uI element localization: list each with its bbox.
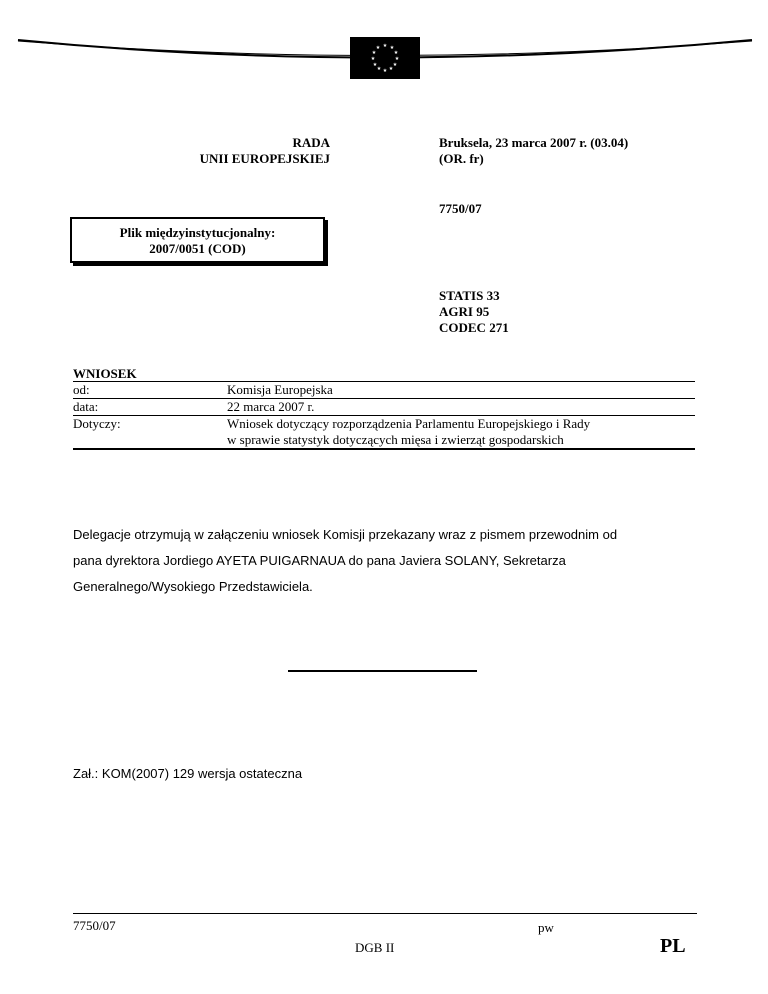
row-label: Dotyczy: <box>73 416 121 431</box>
svg-text:★: ★ <box>371 50 377 56</box>
attachment-note: Zał.: KOM(2007) 129 wersja ostateczna <box>73 766 303 781</box>
footer-doc-number: 7750/07 <box>73 918 116 933</box>
footer-initials: pw <box>538 920 554 935</box>
svg-text:★: ★ <box>370 56 376 62</box>
row-value <box>227 416 695 448</box>
interinstitutional-code: 2007/0051 (COD) <box>149 241 246 256</box>
svg-text:★: ★ <box>382 68 388 74</box>
footer-department: DGB II <box>355 940 395 955</box>
code-item: STATIS 33 <box>439 288 500 303</box>
subject-line2: w sprawie statystyk dotyczących mięsa i zwierząt gospodarskich <box>227 432 564 447</box>
svg-text:★: ★ <box>376 66 382 72</box>
body-paragraph <box>73 522 713 600</box>
interinstitutional-file-box <box>70 217 325 263</box>
row-label: od: <box>73 382 90 397</box>
svg-text:★: ★ <box>393 50 399 56</box>
document-number: 7750/07 <box>439 201 482 216</box>
subject-line1: Wniosek dotyczący rozporządzenia Parlamentu Europejskiego i Rady <box>227 416 591 431</box>
svg-text:★: ★ <box>388 66 394 72</box>
svg-text:★: ★ <box>372 62 378 68</box>
footer-language: PL <box>660 935 686 957</box>
table-row <box>73 398 695 415</box>
council-name <box>150 135 330 167</box>
svg-text:★: ★ <box>389 45 395 51</box>
date-block <box>439 135 628 167</box>
svg-text:★: ★ <box>382 43 388 49</box>
proposal-title: WNIOSEK <box>73 366 137 381</box>
row-value: 22 marca 2007 r. <box>227 399 315 414</box>
svg-text:★: ★ <box>375 45 381 51</box>
row-value: Komisja Europejska <box>227 382 333 397</box>
body-line: Generalnego/Wysokiego Przedstawiciela. <box>73 579 313 594</box>
interinstitutional-label: Plik międzyinstytucjonalny: <box>119 225 276 240</box>
code-item: CODEC 271 <box>439 320 509 335</box>
date-line: Bruksela, 23 marca 2007 r. (03.04) <box>439 135 629 150</box>
row-label: data: <box>73 399 99 414</box>
separator-line <box>288 670 477 672</box>
svg-text:★: ★ <box>394 56 400 62</box>
council-line1: RADA <box>292 135 330 150</box>
classification-codes <box>439 288 509 336</box>
footer-rule <box>73 913 697 914</box>
council-line2: UNII EUROPEJSKIEJ <box>199 151 330 166</box>
original-language: (OR. fr) <box>439 151 484 166</box>
table-row <box>73 415 695 450</box>
proposal-table <box>73 381 695 450</box>
code-item: AGRI 95 <box>439 304 490 319</box>
table-row <box>73 381 695 398</box>
body-line: Delegacje otrzymują w załączeniu wniosek Komisji przekazany wraz z pismem przewodnim od <box>73 527 618 542</box>
svg-text:★: ★ <box>392 62 398 68</box>
body-line: pana dyrektora Jordiego AYETA PUIGARNAUA do pana Javiera SOLANY, Sekretarza <box>73 553 566 568</box>
eu-flag-logo <box>350 37 420 79</box>
